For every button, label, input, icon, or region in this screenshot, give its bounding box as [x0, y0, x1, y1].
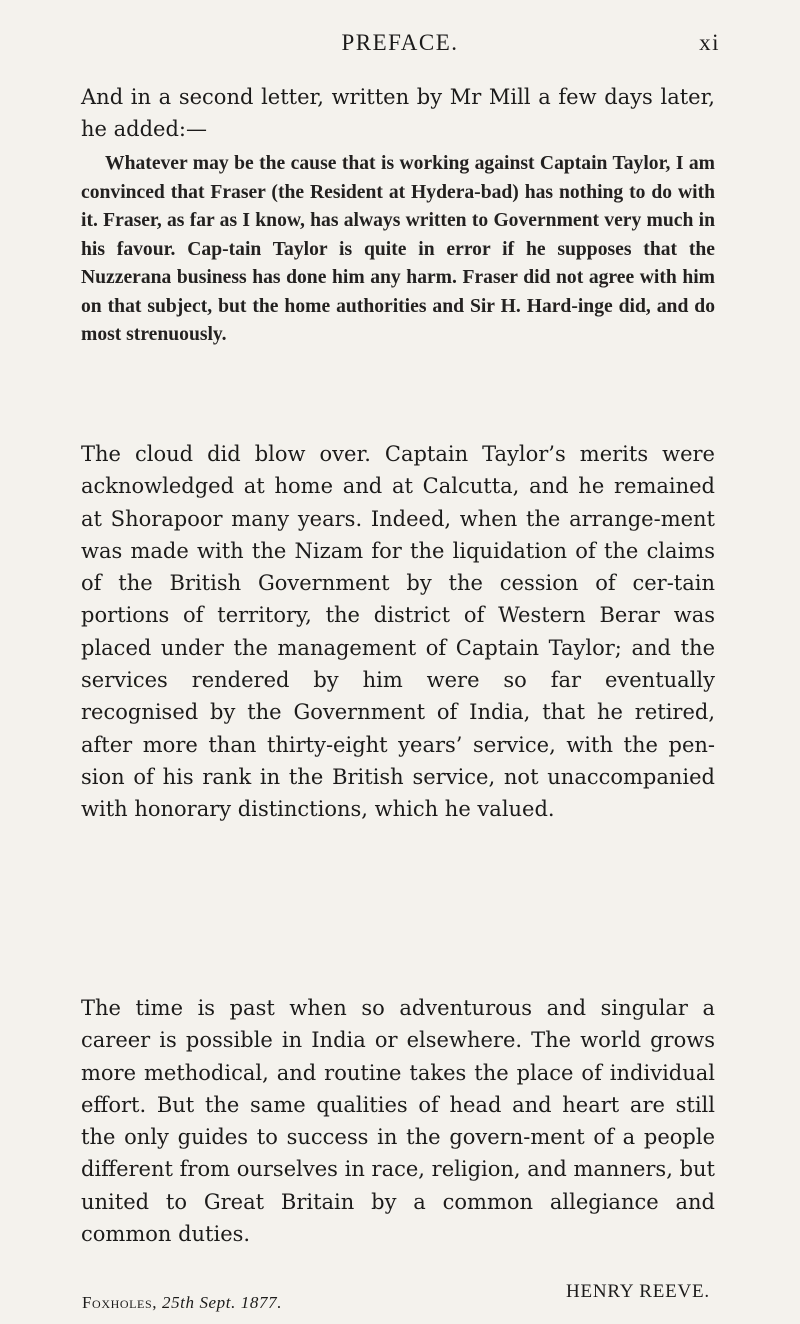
page-title: PREFACE. [341, 30, 459, 55]
intro-paragraph: And in a second letter, written by Mr Mill a few days later, he added:— [81, 85, 715, 141]
paragraph-cloud: The cloud did blow over. Captain Taylor’s merits were acknowledged at home and at Calcutta, and he remained at Shorapoor many years. Indeed, when the arrange-ment was made with the Nizam for the liquidation of the claims of the British Government by the cession of cer-tain portions of territory, the district of Western Berar was placed under the management of Captain Taylor; and the services rendered by him were so far eventually recognised by the Government of India, that he retired, after more than thirty-eight years’ service, with the pen-sion of his rank in the British service, not unaccompanied with honorary distinctions, which he valued. [81, 442, 715, 822]
paragraph-time: The time is past when so adventurous and singular a career is possible in India or elsewhere. The world grows more methodical, and routine takes the place of individual effort. But the same qualities of head and heart are still the only guides to success in the govern-ment of a people different from ourselves in race, religion, and manners, but united to Great Britain by a common allegiance and common duties. [81, 996, 715, 1247]
date: 25th Sept. 1877. [161, 1293, 283, 1312]
place-name: Foxholes, [82, 1293, 158, 1312]
running-head [80, 30, 720, 60]
page-number: xi [699, 30, 720, 55]
place-date [82, 1293, 282, 1313]
signature: HENRY REEVE. [565, 1281, 710, 1302]
quoted-letter: Whatever may be the cause that is working against Captain Taylor, I am convinced that Fraser (the Resident at Hydera-bad) has nothing to do with it. Fraser, as far as I know, has always written to Government very much in his favour. Cap-tain Taylor is quite in error if he supposes that the Nuzzerana business has done him any harm. Fraser did not agree with him on that subject, but the home authorities and Sir H. Hard-inge did, and do most strenuously. [81, 153, 715, 345]
